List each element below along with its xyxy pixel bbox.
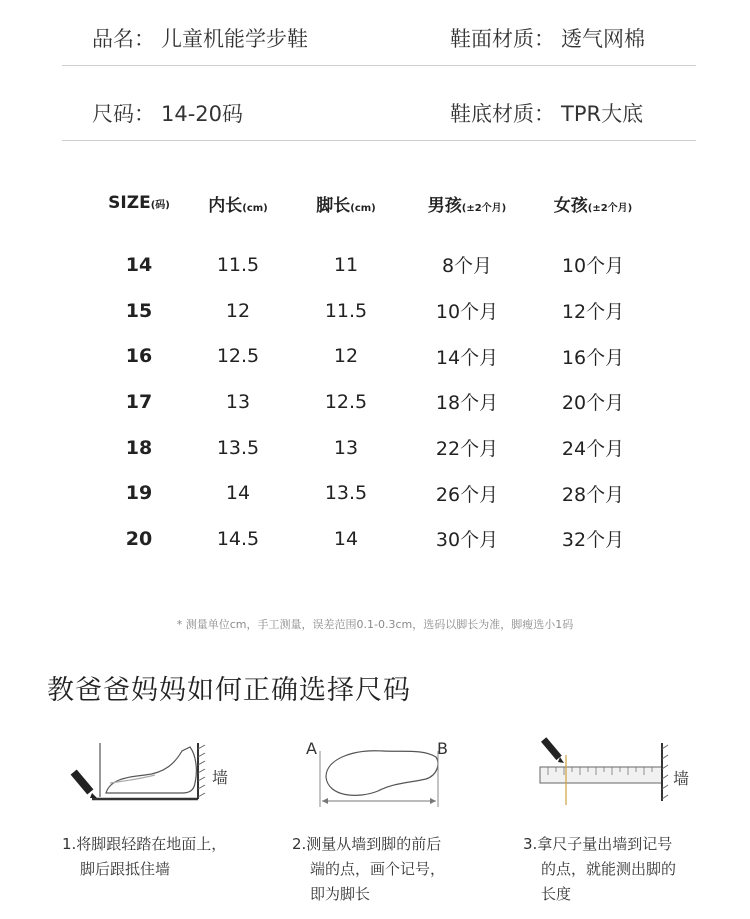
header-boy-age: 男孩(±2个月) — [427, 195, 507, 216]
step3-line1: 3.拿尺子量出墙到记号 — [523, 835, 673, 853]
step2-line3: 即为脚长 — [310, 885, 371, 903]
header-foot-length: 脚长(cm) — [316, 195, 376, 216]
table-cell: 13.5 — [324, 482, 368, 505]
wall-icon — [198, 743, 205, 799]
table-cell: 12.5 — [324, 390, 368, 413]
step1-line2: 脚后跟抵住墙 — [80, 860, 171, 878]
size-label: 尺码 — [92, 102, 134, 126]
table-row — [88, 288, 658, 334]
sole-label: 鞋底材质 — [450, 102, 534, 126]
product-name: 品名： 儿童机能学步鞋 — [92, 27, 308, 51]
table-cell: 26个月 — [435, 483, 499, 506]
table-header-row — [88, 180, 658, 226]
table-cell: 18 — [125, 436, 153, 459]
table-cell: 14.5 — [216, 527, 260, 550]
table-cell: 11.5 — [216, 253, 260, 276]
size-range: 尺码： 14-20码 — [92, 102, 244, 126]
table-cell: 30个月 — [435, 529, 499, 552]
table-cell: 8个月 — [441, 255, 493, 278]
table-cell: 17 — [125, 390, 153, 413]
measurement-note: * 测量单位cm，手工测量，误差范围0.1-0.3cm，选码以脚长为准，脚瘦选小1码 — [176, 618, 574, 631]
upper-material: 鞋面材质： 透气网棉 — [450, 27, 645, 51]
step3-line3: 长度 — [541, 885, 572, 903]
upper-value: 透气网棉 — [561, 27, 645, 51]
table-cell: 22个月 — [435, 438, 499, 461]
ruler-icon — [540, 767, 662, 783]
wall-label: 墙 — [212, 768, 229, 787]
table-cell: 32个月 — [561, 529, 625, 552]
step3-illustration — [530, 735, 690, 810]
table-cell: 24个月 — [561, 438, 625, 461]
size-chart-table — [88, 180, 658, 562]
foot-side-icon — [100, 743, 196, 797]
table-cell: 14个月 — [435, 346, 499, 369]
table-cell: 28个月 — [561, 483, 625, 506]
table-cell: 14 — [333, 527, 359, 550]
footprint-icon — [326, 751, 438, 796]
header-inner-length: 内长(cm) — [208, 195, 268, 216]
header-girl-age: 女孩(±2个月) — [553, 195, 633, 216]
step3-line2: 的点，就能测出脚的 — [541, 860, 677, 878]
table-cell: 18个月 — [435, 392, 499, 415]
sole-value: TPR大底 — [561, 102, 644, 126]
table-cell: 13 — [225, 390, 251, 413]
table-cell: 11 — [333, 253, 359, 276]
spec-row-name-upper — [62, 5, 696, 66]
table-cell: 14 — [125, 253, 153, 276]
table-cell: 13.5 — [216, 436, 260, 459]
sole-material: 鞋底材质： TPR大底 — [450, 102, 644, 126]
step3-text — [523, 832, 676, 907]
table-row — [88, 333, 658, 379]
table-cell: 12.5 — [216, 345, 260, 368]
table-cell: 20个月 — [561, 392, 625, 415]
pen-icon — [541, 737, 564, 763]
name-value: 儿童机能学步鞋 — [161, 27, 308, 51]
table-cell: 13 — [333, 436, 359, 459]
step1-illustration — [70, 735, 250, 810]
step2-text — [292, 832, 445, 907]
table-row — [88, 516, 658, 562]
header-size: SIZE(码) — [108, 193, 170, 213]
step1-line1: 1.将脚跟轻踏在地面上， — [62, 835, 227, 853]
table-cell: 10个月 — [561, 255, 625, 278]
table-cell: 14 — [225, 482, 251, 505]
table-cell: 20 — [125, 527, 153, 550]
table-cell: 11.5 — [324, 299, 368, 322]
table-row — [88, 425, 658, 471]
table-cell: 12 — [333, 345, 359, 368]
name-label: 品名 — [92, 27, 134, 51]
table-cell: 15 — [125, 299, 153, 322]
step2-line2: 端的点，画个记号， — [310, 860, 446, 878]
step1-text — [62, 832, 226, 882]
wall-icon — [662, 743, 668, 801]
table-cell: 10个月 — [435, 301, 499, 324]
table-cell: 19 — [125, 482, 153, 505]
upper-label: 鞋面材质 — [450, 27, 534, 51]
point-a-label: A — [306, 739, 317, 758]
table-cell: 16 — [125, 345, 153, 368]
table-cell: 12个月 — [561, 301, 625, 324]
step2-illustration — [298, 735, 458, 813]
point-b-label: B — [437, 739, 448, 758]
pen-icon — [71, 769, 97, 798]
table-row — [88, 226, 658, 288]
size-value: 14-20码 — [161, 102, 244, 126]
table-row — [88, 470, 658, 516]
wall-label-step3: 墙 — [673, 769, 690, 788]
step2-line1: 2.测量从墙到脚的前后 — [292, 835, 442, 853]
table-cell: 12 — [225, 299, 251, 322]
howto-title: 教爸爸妈妈如何正确选择尺码 — [47, 675, 411, 706]
table-cell: 16个月 — [561, 346, 625, 369]
table-row — [88, 379, 658, 425]
spec-row-size-sole — [62, 80, 696, 141]
